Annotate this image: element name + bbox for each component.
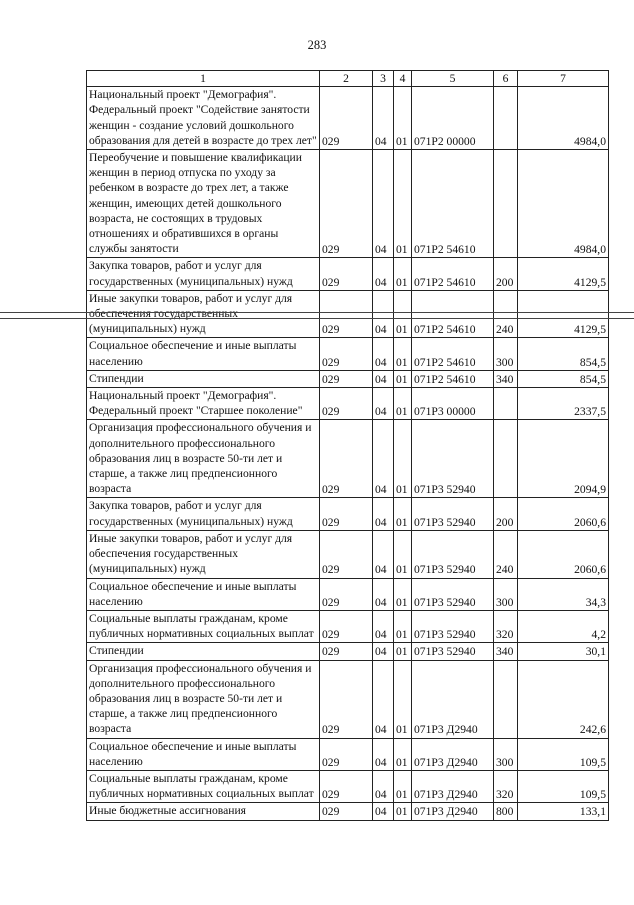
grbs-code-cell: 029 — [320, 370, 373, 387]
subsection-code-cell: 01 — [394, 258, 412, 290]
subsection-code-cell: 01 — [394, 770, 412, 802]
grbs-code-cell: 029 — [320, 530, 373, 578]
target-article-cell: 071P2 54610 — [412, 338, 494, 370]
section-code-cell: 04 — [373, 660, 394, 738]
expense-type-cell: 240 — [494, 530, 518, 578]
table-row — [87, 87, 609, 150]
section-code-cell: 04 — [373, 610, 394, 642]
grbs-code-cell: 029 — [320, 643, 373, 660]
scan-fold-line — [0, 318, 634, 319]
section-code-cell: 04 — [373, 738, 394, 770]
target-article-cell: 071P3 52940 — [412, 643, 494, 660]
row-name-cell: Иные закупки товаров, работ и услуг для обеспечения государственных (муниципальных) нужд — [87, 290, 320, 338]
amount-cell: 4129,5 — [518, 258, 609, 290]
row-name-cell: Стипендии — [87, 370, 320, 387]
row-name-cell: Организация профессионального обучения и дополнительного профессионального образования лиц в возрасте 50-ти лет и старше, а также лиц предпенсионного возраста — [87, 660, 320, 738]
amount-cell: 4129,5 — [518, 290, 609, 338]
grbs-code-cell: 029 — [320, 610, 373, 642]
column-header: 7 — [518, 71, 609, 87]
row-name-cell: Иные закупки товаров, работ и услуг для обеспечения государственных (муниципальных) нужд — [87, 530, 320, 578]
grbs-code-cell: 029 — [320, 420, 373, 498]
subsection-code-cell: 01 — [394, 643, 412, 660]
expense-type-cell — [494, 87, 518, 150]
subsection-code-cell: 01 — [394, 738, 412, 770]
grbs-code-cell: 029 — [320, 150, 373, 258]
grbs-code-cell: 029 — [320, 498, 373, 530]
amount-cell: 109,5 — [518, 770, 609, 802]
section-code-cell: 04 — [373, 643, 394, 660]
target-article-cell: 071P3 52940 — [412, 420, 494, 498]
row-name-cell: Социальное обеспечение и иные выплаты населению — [87, 578, 320, 610]
amount-cell: 854,5 — [518, 370, 609, 387]
target-article-cell: 071P3 Д2940 — [412, 803, 494, 820]
amount-cell: 30,1 — [518, 643, 609, 660]
table-row — [87, 803, 609, 820]
subsection-code-cell: 01 — [394, 370, 412, 387]
expense-type-cell: 300 — [494, 338, 518, 370]
table-row — [87, 660, 609, 738]
subsection-code-cell: 01 — [394, 660, 412, 738]
budget-table — [86, 70, 609, 821]
row-name-cell: Социальные выплаты гражданам, кроме публичных нормативных социальных выплат — [87, 610, 320, 642]
row-name-cell: Социальное обеспечение и иные выплаты населению — [87, 738, 320, 770]
subsection-code-cell: 01 — [394, 610, 412, 642]
amount-cell: 109,5 — [518, 738, 609, 770]
expense-type-cell — [494, 420, 518, 498]
amount-cell: 2337,5 — [518, 388, 609, 420]
amount-cell: 2094,9 — [518, 420, 609, 498]
table-row — [87, 150, 609, 258]
expense-type-cell — [494, 660, 518, 738]
row-name-cell: Стипендии — [87, 643, 320, 660]
expense-type-cell: 300 — [494, 738, 518, 770]
section-code-cell: 04 — [373, 498, 394, 530]
grbs-code-cell: 029 — [320, 87, 373, 150]
table-header-row — [87, 71, 609, 87]
row-name-cell: Закупка товаров, работ и услуг для государственных (муниципальных) нужд — [87, 498, 320, 530]
subsection-code-cell: 01 — [394, 388, 412, 420]
table-row — [87, 338, 609, 370]
subsection-code-cell: 01 — [394, 578, 412, 610]
section-code-cell: 04 — [373, 803, 394, 820]
grbs-code-cell: 029 — [320, 803, 373, 820]
row-name-cell: Переобучение и повышение квалификации женщин в период отпуска по уходу за ребенком в возрасте до трех лет, а также женщин, имеющих детей дошкольного возраста, не состоящих в трудовых отношениях и обратившихся в органы службы занятости — [87, 150, 320, 258]
section-code-cell: 04 — [373, 388, 394, 420]
amount-cell: 854,5 — [518, 338, 609, 370]
column-header: 2 — [320, 71, 373, 87]
subsection-code-cell: 01 — [394, 803, 412, 820]
target-article-cell: 071P3 00000 — [412, 388, 494, 420]
subsection-code-cell: 01 — [394, 150, 412, 258]
table-row — [87, 530, 609, 578]
grbs-code-cell: 029 — [320, 290, 373, 338]
section-code-cell: 04 — [373, 370, 394, 387]
section-code-cell: 04 — [373, 338, 394, 370]
amount-cell: 4984,0 — [518, 150, 609, 258]
expense-type-cell: 800 — [494, 803, 518, 820]
target-article-cell: 071P3 Д2940 — [412, 660, 494, 738]
table-row — [87, 738, 609, 770]
expense-type-cell: 240 — [494, 290, 518, 338]
table-row — [87, 290, 609, 338]
target-article-cell: 071P2 00000 — [412, 87, 494, 150]
target-article-cell: 071P3 52940 — [412, 610, 494, 642]
row-name-cell: Социальное обеспечение и иные выплаты населению — [87, 338, 320, 370]
grbs-code-cell: 029 — [320, 258, 373, 290]
subsection-code-cell: 01 — [394, 498, 412, 530]
section-code-cell: 04 — [373, 420, 394, 498]
target-article-cell: 071P2 54610 — [412, 150, 494, 258]
column-header: 1 — [87, 71, 320, 87]
grbs-code-cell: 029 — [320, 770, 373, 802]
scan-fold-line — [0, 312, 634, 313]
grbs-code-cell: 029 — [320, 738, 373, 770]
subsection-code-cell: 01 — [394, 290, 412, 338]
column-header: 4 — [394, 71, 412, 87]
row-name-cell: Национальный проект "Демография". Федеральный проект "Содействие занятости женщин - создание условий дошкольного образования для детей в возрасте до трех лет" — [87, 87, 320, 150]
column-header: 3 — [373, 71, 394, 87]
target-article-cell: 071P2 54610 — [412, 258, 494, 290]
target-article-cell: 071P3 52940 — [412, 498, 494, 530]
column-header: 5 — [412, 71, 494, 87]
expense-type-cell: 340 — [494, 370, 518, 387]
section-code-cell: 04 — [373, 87, 394, 150]
amount-cell: 242,6 — [518, 660, 609, 738]
subsection-code-cell: 01 — [394, 530, 412, 578]
target-article-cell: 071P3 Д2940 — [412, 770, 494, 802]
amount-cell: 133,1 — [518, 803, 609, 820]
amount-cell: 4984,0 — [518, 87, 609, 150]
table-row — [87, 370, 609, 387]
section-code-cell: 04 — [373, 290, 394, 338]
table-row — [87, 258, 609, 290]
expense-type-cell: 300 — [494, 578, 518, 610]
amount-cell: 2060,6 — [518, 530, 609, 578]
subsection-code-cell: 01 — [394, 338, 412, 370]
target-article-cell: 071P2 54610 — [412, 290, 494, 338]
section-code-cell: 04 — [373, 578, 394, 610]
table-body — [87, 87, 609, 820]
target-article-cell: 071P2 54610 — [412, 370, 494, 387]
grbs-code-cell: 029 — [320, 388, 373, 420]
row-name-cell: Национальный проект "Демография". Федеральный проект "Старшее поколение" — [87, 388, 320, 420]
section-code-cell: 04 — [373, 258, 394, 290]
target-article-cell: 071P3 52940 — [412, 578, 494, 610]
expense-type-cell — [494, 150, 518, 258]
expense-type-cell: 200 — [494, 258, 518, 290]
target-article-cell: 071P3 52940 — [412, 530, 494, 578]
section-code-cell: 04 — [373, 150, 394, 258]
amount-cell: 4,2 — [518, 610, 609, 642]
table-row — [87, 770, 609, 802]
section-code-cell: 04 — [373, 770, 394, 802]
expense-type-cell: 340 — [494, 643, 518, 660]
page-number: 283 — [307, 38, 327, 52]
row-name-cell: Организация профессионального обучения и дополнительного профессионального образования лиц в возрасте 50-ти лет и старше, а также лиц предпенсионного возраста — [87, 420, 320, 498]
row-name-cell: Социальные выплаты гражданам, кроме публичных нормативных социальных выплат — [87, 770, 320, 802]
amount-cell: 34,3 — [518, 578, 609, 610]
table-row — [87, 420, 609, 498]
table-row — [87, 498, 609, 530]
expense-type-cell — [494, 388, 518, 420]
grbs-code-cell: 029 — [320, 578, 373, 610]
expense-type-cell: 320 — [494, 610, 518, 642]
table-row — [87, 610, 609, 642]
row-name-cell: Иные бюджетные ассигнования — [87, 803, 320, 820]
grbs-code-cell: 029 — [320, 660, 373, 738]
expense-type-cell: 320 — [494, 770, 518, 802]
grbs-code-cell: 029 — [320, 338, 373, 370]
expense-type-cell: 200 — [494, 498, 518, 530]
table-row — [87, 388, 609, 420]
target-article-cell: 071P3 Д2940 — [412, 738, 494, 770]
column-header: 6 — [494, 71, 518, 87]
table-row — [87, 643, 609, 660]
subsection-code-cell: 01 — [394, 420, 412, 498]
table-row — [87, 578, 609, 610]
amount-cell: 2060,6 — [518, 498, 609, 530]
row-name-cell: Закупка товаров, работ и услуг для государственных (муниципальных) нужд — [87, 258, 320, 290]
section-code-cell: 04 — [373, 530, 394, 578]
subsection-code-cell: 01 — [394, 87, 412, 150]
